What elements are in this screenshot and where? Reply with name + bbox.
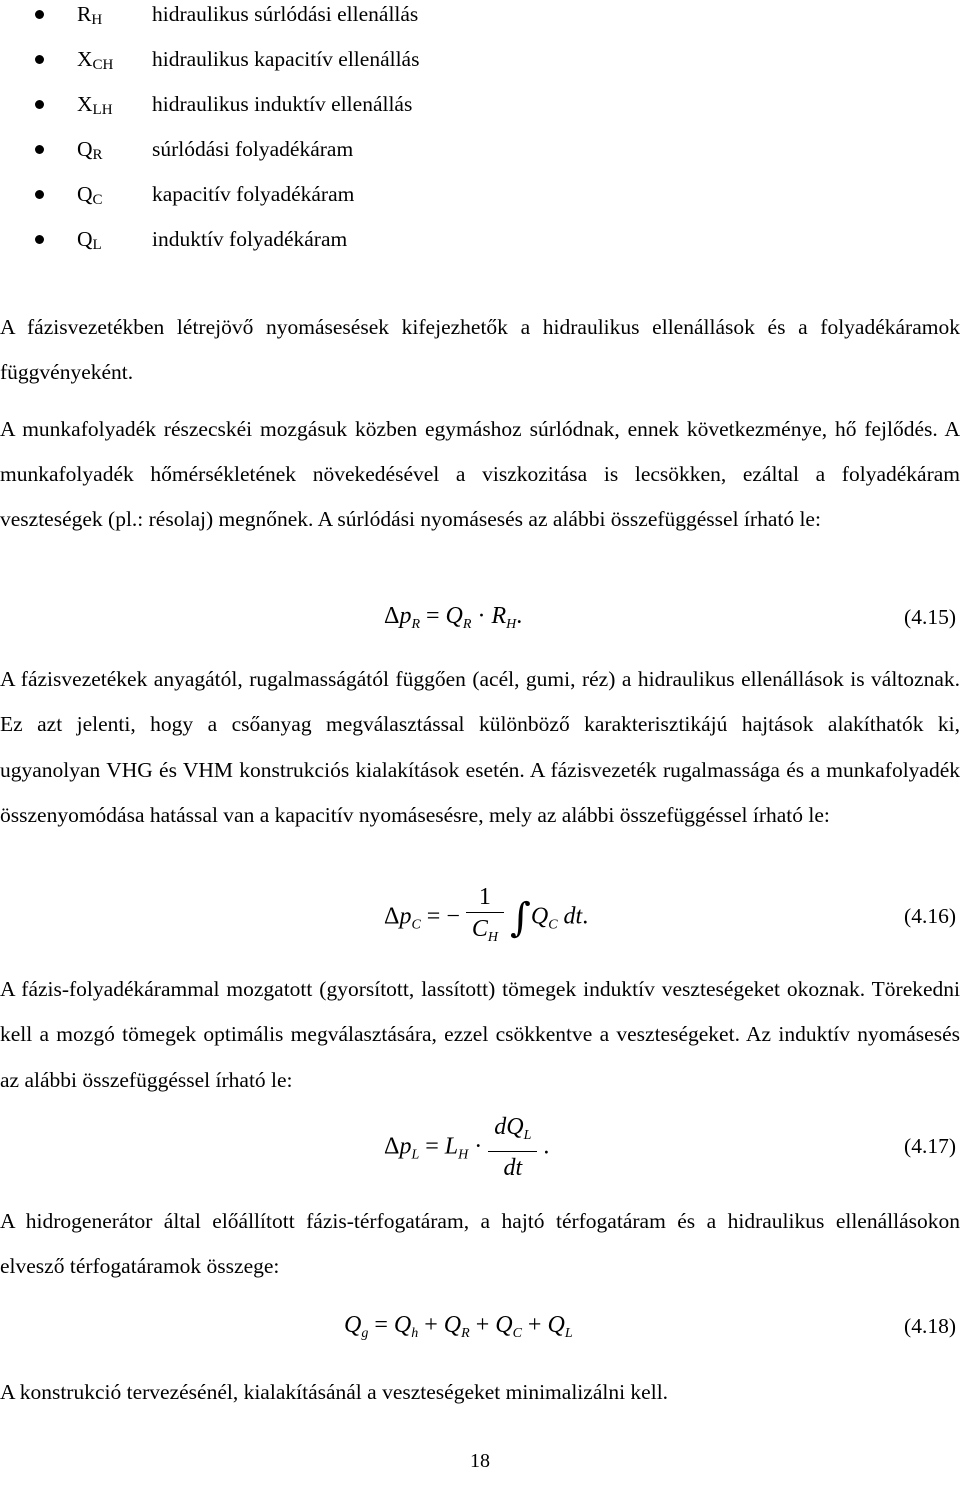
- equation-expression: $Q_g = Q_h + Q_R + Q_C + Q_L$: [344, 1312, 573, 1341]
- paragraph-4: A fázis-folyadékárammal mozgatott (gyorsított, lassított) tömegek induktív veszteségeket okoznak. Törekedni kell a mozgó tömegek optimális megválasztására, ezzel csökkentve a veszteségeket. Az induktív nyomásesés az alábbi összefüggéssel írható le:: [0, 977, 960, 1092]
- paragraph-3: A fázisvezetékek anyagától, rugalmasságától függően (acél, gumi, réz) a hidraulikus ellenállások is változnak. Ez azt jelenti, hogy a csőanyag megválasztással különböző karakterisztikájú hajtások alakíthatók ki, ugyanolyan VHG és VHM konstrukciós kialakítások esetén. A fázisvezeték rugalmassága és a munkafolyadék összenyomódása hatással van a kapacitív nyomásesésre, mely az alábbi összefüggéssel írható le:: [0, 667, 960, 827]
- bullet-icon: [35, 100, 44, 109]
- symbol-description: kapacitív folyadékáram: [152, 182, 355, 206]
- bullet-icon: [35, 235, 44, 244]
- symbol: $Q_C$: [77, 182, 103, 208]
- equation-4-17: [0, 1112, 960, 1182]
- paragraph-2: A munkafolyadék részecskéi mozgásuk közben egymáshoz súrlódnak, ennek következménye, hő fejlődés. A munkafolyadék hőmérsékletének növekedésével a viszkozitása is lecsökken, ezáltal a folyadékáram veszteségek (pl.: résolaj) megnőnek. A súrlódási nyomásesés az alábbi összefüggéssel írható le:: [0, 417, 960, 531]
- bullet-icon: [35, 55, 44, 64]
- symbol-description: induktív folyadékáram: [152, 227, 348, 251]
- symbol: $X_{LH}$: [77, 92, 113, 118]
- equation-number: (4.16): [904, 904, 956, 928]
- symbol: $X_{CH}$: [77, 47, 114, 73]
- bullet-icon: [35, 10, 44, 19]
- equation-4-18: [0, 1312, 960, 1382]
- list-item: [0, 182, 960, 212]
- bullet-icon: [35, 190, 44, 199]
- list-item: [0, 47, 960, 77]
- equation-number: (4.15): [904, 605, 956, 629]
- symbol: $Q_L$: [77, 227, 102, 253]
- symbol-description: súrlódási folyadékáram: [152, 137, 354, 161]
- paragraph-1: A fázisvezetékben létrejövő nyomásesések kifejezhetők a hidraulikus ellenállások és a folyadékáramok függvényeként.: [0, 315, 960, 384]
- list-item: [0, 2, 960, 32]
- equation-expression: $\Delta p_R = Q_R \cdot R_H$.: [384, 603, 523, 632]
- page-number: 18: [470, 1450, 490, 1472]
- equation-number: (4.17): [904, 1134, 956, 1158]
- symbol-description: hidraulikus induktív ellenállás: [152, 92, 413, 116]
- paragraph-5: A hidrogenerátor által előállított fázis-térfogatáram, a hajtó térfogatáram és a hidraulikus ellenállásokon elvesző térfogatáramok összege:: [0, 1209, 960, 1279]
- symbol-description: hidraulikus kapacitív ellenállás: [152, 47, 420, 71]
- equation-expression: $\Delta p_C$ = − $\frac{1}{C_H}$ $\int Q_C$ dt.: [384, 884, 589, 945]
- equation-4-16: [0, 882, 960, 952]
- list-item: [0, 137, 960, 167]
- equation-expression: $\Delta p_L = L_H$ · $\frac{dQ_L}{dt}$ .: [384, 1114, 550, 1181]
- list-item: [0, 92, 960, 122]
- symbol-description: hidraulikus súrlódási ellenállás: [152, 2, 419, 26]
- paragraph-6: A konstrukció tervezésénél, kialakításánál a veszteségeket minimalizálni kell.: [0, 1380, 669, 1404]
- list-item: [0, 227, 960, 257]
- equation-number: (4.18): [904, 1314, 956, 1338]
- symbol: $Q_R$: [77, 137, 103, 163]
- symbol: $R_H$: [77, 2, 103, 28]
- bullet-icon: [35, 145, 44, 154]
